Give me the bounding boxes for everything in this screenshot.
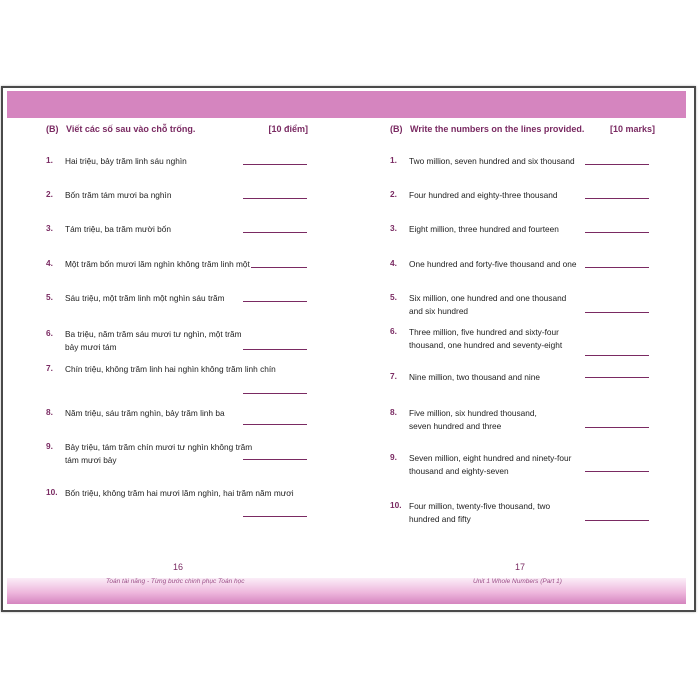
answer-line[interactable] xyxy=(243,301,307,302)
answer-line[interactable] xyxy=(243,424,307,425)
question-number: 6. xyxy=(390,326,397,336)
question-text: Một trăm bốn mươi lăm nghìn không trăm linh một xyxy=(65,259,250,269)
section-title: (B) Write the numbers on the lines provided. xyxy=(390,124,585,134)
question-text: Two million, seven hundred and six thousand xyxy=(409,156,575,166)
left-page xyxy=(3,88,348,610)
question-number: 2. xyxy=(390,189,397,199)
answer-line[interactable] xyxy=(585,164,649,165)
open-workbook-spread xyxy=(1,86,696,612)
section-heading xyxy=(348,124,696,138)
question-number: 10. xyxy=(46,487,58,497)
page-footer: Toán tài năng - Từng bước chinh phục Toán học xyxy=(106,578,245,585)
question-text: Hai triệu, bảy trăm linh sáu nghìn xyxy=(65,156,187,166)
section-title: (B) Viết các số sau vào chỗ trống. xyxy=(46,124,196,134)
question-number: 2. xyxy=(46,189,53,199)
question-number: 10. xyxy=(390,500,402,510)
answer-line[interactable] xyxy=(243,349,307,350)
question-text: Sáu triệu, một trăm linh một nghìn sáu trăm xyxy=(65,293,225,303)
answer-line[interactable] xyxy=(243,393,307,394)
answer-line[interactable] xyxy=(585,427,649,428)
question-text: Four million, twenty-five thousand, two hundred and fifty xyxy=(409,501,551,524)
question-number: 6. xyxy=(46,328,53,338)
question-number: 5. xyxy=(46,292,53,302)
right-page xyxy=(348,88,696,610)
question-number: 5. xyxy=(390,292,397,302)
page-number: 16 xyxy=(172,562,183,572)
answer-line[interactable] xyxy=(585,377,649,378)
question-text: Năm triệu, sáu trăm nghìn, bảy trăm linh ba xyxy=(65,408,225,418)
question-number: 7. xyxy=(46,363,53,373)
question-number: 4. xyxy=(390,258,397,268)
question-text: Five million, six hundred thousand, seven hundred and three xyxy=(409,408,537,431)
page-number: 17 xyxy=(514,562,525,572)
question-text: Nine million, two thousand and nine xyxy=(409,372,540,382)
answer-line[interactable] xyxy=(585,232,649,233)
question-number: 3. xyxy=(390,223,397,233)
question-number: 8. xyxy=(390,407,397,417)
question-text: Three million, five hundred and sixty-four thousand, one hundred and seventy-eight xyxy=(409,327,563,350)
section-marks: [10 điểm] xyxy=(268,124,308,134)
question-text: Bảy triệu, tám trăm chín mươi tư nghìn không trăm tám mươi bảy xyxy=(65,442,253,465)
question-text: Bốn trăm tám mươi ba nghìn xyxy=(65,190,172,200)
question-number: 7. xyxy=(390,371,397,381)
answer-line[interactable] xyxy=(585,355,649,356)
answer-line[interactable] xyxy=(251,267,307,268)
answer-line[interactable] xyxy=(585,198,649,199)
answer-line[interactable] xyxy=(243,198,307,199)
answer-line[interactable] xyxy=(585,312,649,313)
question-text: Seven million, eight hundred and ninety-four thousand and eighty-seven xyxy=(409,453,572,476)
question-text: Ba triệu, năm trăm sáu mươi tư nghìn, một trăm bảy mươi tám xyxy=(65,329,242,352)
question-text: Four hundred and eighty-three thousand xyxy=(409,190,558,200)
question-text: One hundred and forty-five thousand and one xyxy=(409,259,577,269)
answer-line[interactable] xyxy=(243,232,307,233)
answer-line[interactable] xyxy=(585,520,649,521)
question-text: Bốn triệu, không trăm hai mươi lăm nghìn, hai trăm năm mươi xyxy=(65,488,294,498)
question-number: 9. xyxy=(46,441,53,451)
question-number: 8. xyxy=(46,407,53,417)
question-text: Chín triệu, không trăm linh hai nghìn không trăm linh chín xyxy=(65,364,276,374)
question-number: 1. xyxy=(390,155,397,165)
answer-line[interactable] xyxy=(243,164,307,165)
question-text: Eight million, three hundred and fourteen xyxy=(409,224,559,234)
section-heading xyxy=(3,124,348,138)
question-text: Tám triệu, ba trăm mười bốn xyxy=(65,224,171,234)
section-marks: [10 marks] xyxy=(609,124,655,134)
question-text: Six million, one hundred and one thousand and six hundred xyxy=(409,293,567,316)
answer-line[interactable] xyxy=(243,516,307,517)
answer-line[interactable] xyxy=(585,471,649,472)
page-footer: Unit 1 Whole Numbers (Part 1) xyxy=(473,578,562,585)
question-number: 9. xyxy=(390,452,397,462)
question-number: 4. xyxy=(46,258,53,268)
question-number: 1. xyxy=(46,155,53,165)
answer-line[interactable] xyxy=(585,267,649,268)
question-number: 3. xyxy=(46,223,53,233)
answer-line[interactable] xyxy=(243,459,307,460)
